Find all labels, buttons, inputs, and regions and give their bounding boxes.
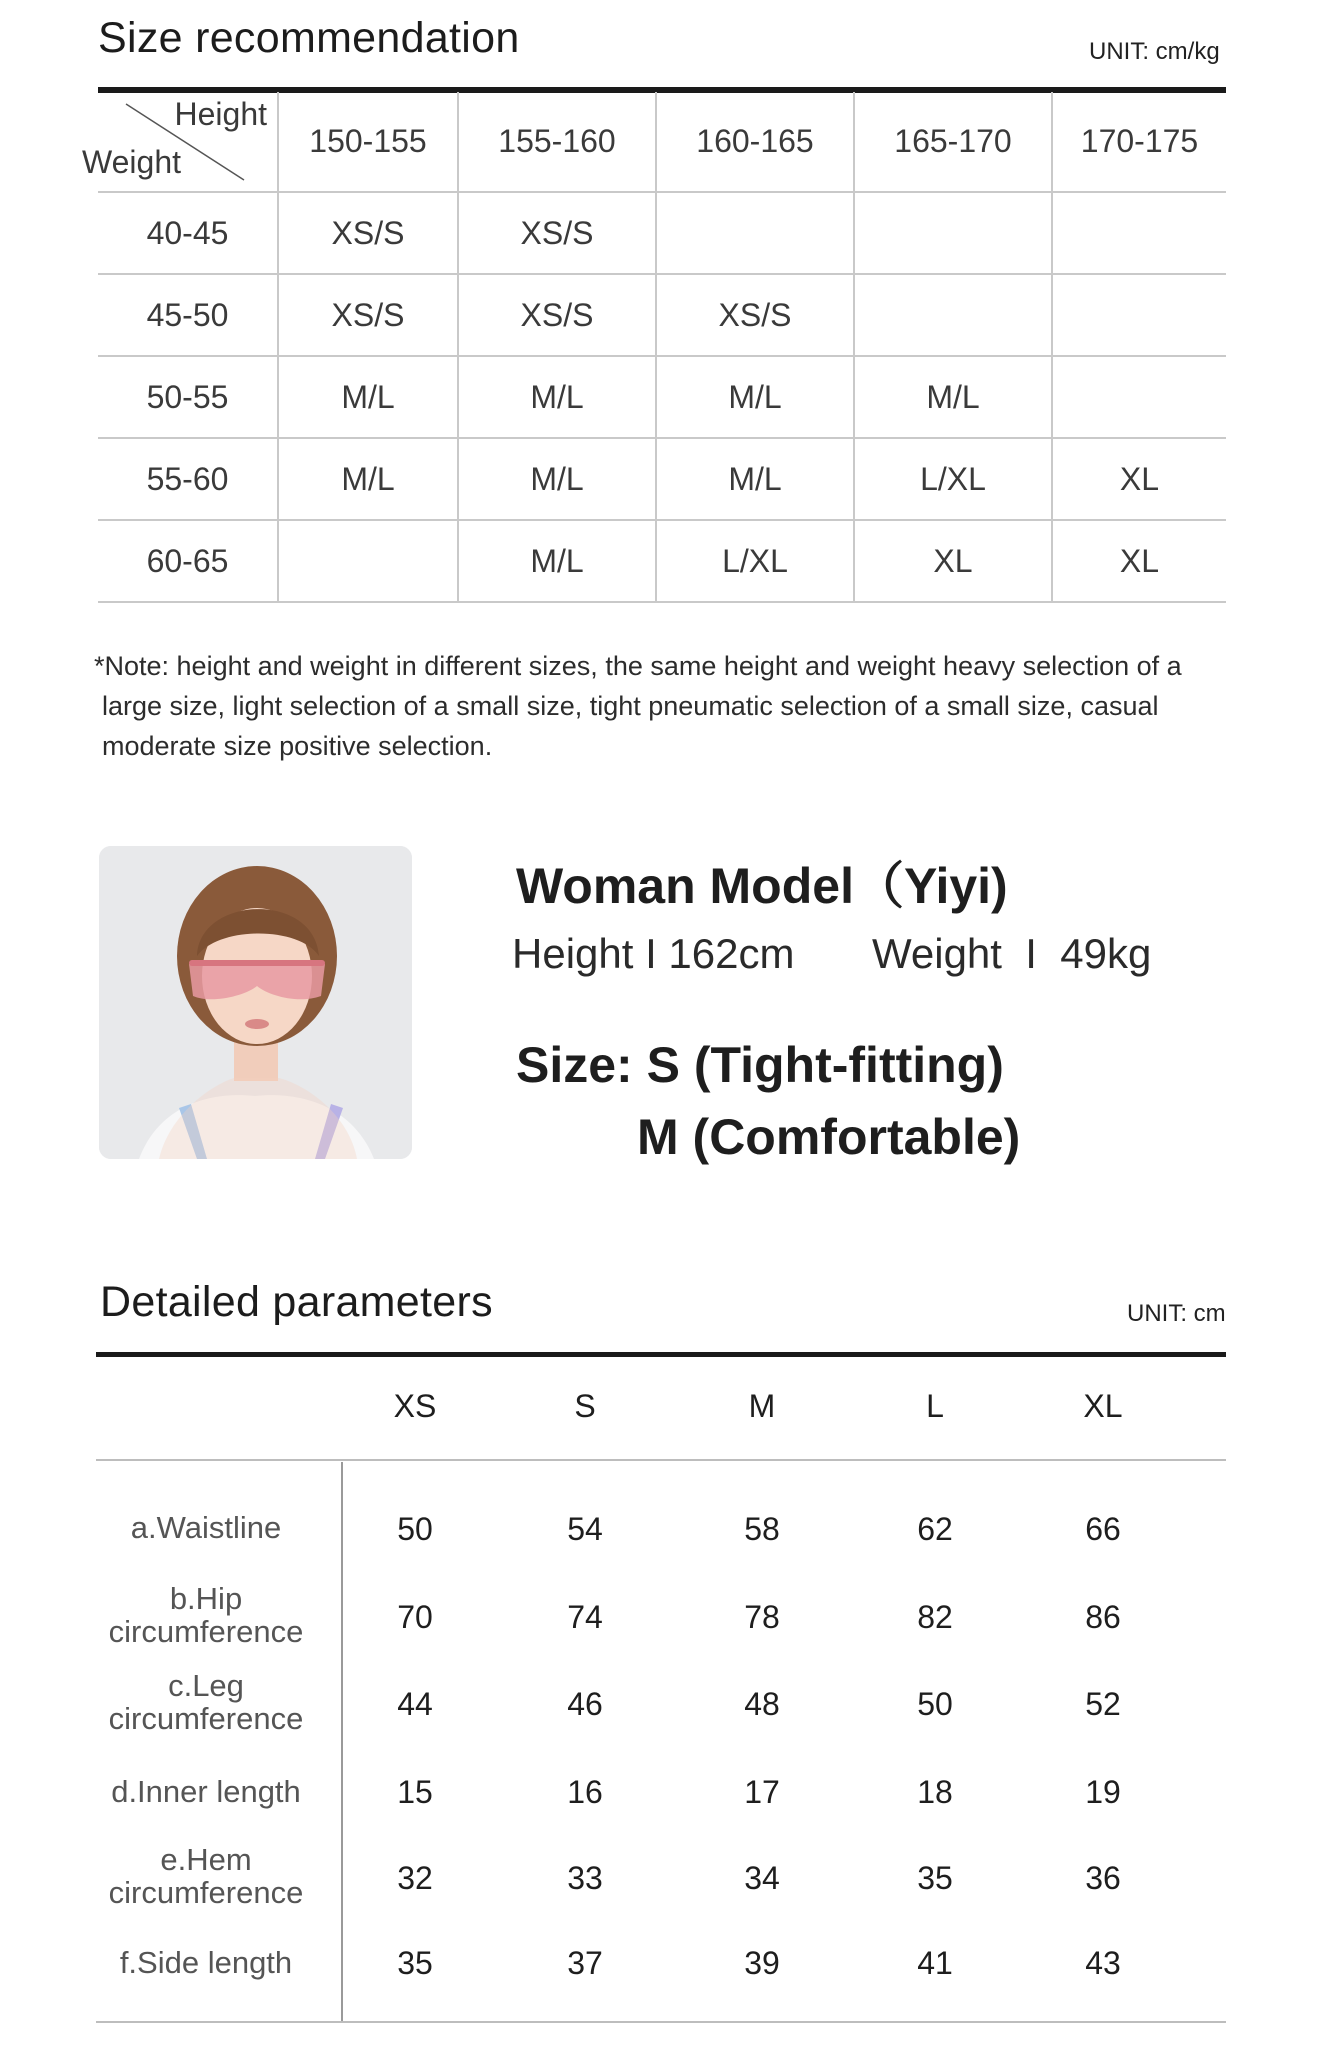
size-cell: [1052, 356, 1226, 438]
parameters-column-divider: [341, 1462, 343, 2022]
parameters-header-rule: [96, 1459, 1226, 1461]
weight-label: 50-55: [98, 356, 278, 438]
param-value: 35: [397, 1945, 433, 1981]
param-value: 32: [397, 1860, 433, 1896]
label-line: circumference: [108, 1701, 304, 1736]
size-cell: XS/S: [458, 274, 656, 356]
param-value: 18: [917, 1774, 953, 1810]
size-recommendation-title: Size recommendation: [98, 14, 520, 62]
param-value: 50: [917, 1686, 953, 1722]
label-line: f.Side length: [119, 1945, 293, 1980]
param-value: 15: [397, 1774, 433, 1810]
param-value: 34: [744, 1860, 780, 1896]
param-value: 19: [1085, 1774, 1121, 1810]
model-photo: [99, 846, 412, 1159]
param-value: 44: [397, 1686, 433, 1722]
param-value: 41: [917, 1945, 953, 1981]
weight-label: 55-60: [98, 438, 278, 520]
param-value: 17: [744, 1774, 780, 1810]
param-value: 50: [397, 1511, 433, 1547]
note-line: *Note: height and weight in different sizes, the same height and weight heavy selection of a: [94, 651, 1182, 681]
size-cell: [854, 192, 1052, 274]
model-name: Woman Model（Yiyi): [516, 858, 1008, 914]
size-cell: [1052, 192, 1226, 274]
weight-label: 60-65: [98, 520, 278, 602]
label-line: e.Hem: [160, 1842, 252, 1877]
param-value: 54: [567, 1511, 603, 1547]
model-height: Height I 162cm: [512, 930, 795, 977]
param-value: 16: [567, 1774, 603, 1810]
size-cell: M/L: [278, 356, 458, 438]
size-cell: XL: [1052, 520, 1226, 602]
param-value: 74: [567, 1599, 603, 1635]
row-label-side-length: [96, 1946, 316, 1979]
parameters-bottom-rule: [96, 2021, 1226, 2023]
param-value: 43: [1085, 1945, 1121, 1981]
label-line: a.Waistline: [130, 1510, 282, 1545]
size-cell: M/L: [656, 438, 854, 520]
size-cell: XS/S: [656, 274, 854, 356]
size-cell: [278, 520, 458, 602]
param-value: 62: [917, 1511, 953, 1547]
param-value: 46: [567, 1686, 603, 1722]
height-header: 160-165: [656, 92, 854, 192]
corner-height-label: Height: [174, 96, 267, 132]
size-cell: [656, 192, 854, 274]
recommendation-unit: UNIT: cm/kg: [1089, 38, 1220, 65]
model-size-tight: Size: S (Tight-fitting): [516, 1037, 1004, 1093]
row-label-waistline: [96, 1511, 316, 1544]
parameters-top-rule: [96, 1352, 1226, 1357]
table-row: [98, 192, 1226, 274]
size-cell: [854, 274, 1052, 356]
size-cell: XS/S: [278, 192, 458, 274]
size-header: M: [748, 1388, 776, 1424]
param-value: 78: [744, 1599, 780, 1635]
param-value: 37: [567, 1945, 603, 1981]
corner-weight-label: Weight: [82, 144, 182, 180]
size-header: S: [574, 1388, 596, 1424]
row-label-hem-circumference: [96, 1843, 316, 1909]
size-cell: XL: [1052, 438, 1226, 520]
size-cell: XL: [854, 520, 1052, 602]
param-value: 58: [744, 1511, 780, 1547]
weight-label: 40-45: [98, 192, 278, 274]
table-row: [98, 356, 1226, 438]
model-portrait-image: [99, 846, 412, 1159]
size-cell: L/XL: [854, 438, 1052, 520]
note-line: moderate size positive selection.: [102, 731, 493, 761]
param-value: 48: [744, 1686, 780, 1722]
parameters-unit: UNIT: cm: [1127, 1300, 1226, 1327]
table-row: [98, 438, 1226, 520]
size-cell: M/L: [458, 520, 656, 602]
param-value: 52: [1085, 1686, 1121, 1722]
size-cell: L/XL: [656, 520, 854, 602]
row-label-inner-length: [96, 1775, 316, 1808]
note-line: large size, light selection of a small size, tight pneumatic selection of a small size, casual: [102, 691, 1159, 721]
param-value: 66: [1085, 1511, 1121, 1547]
param-value: 70: [397, 1599, 433, 1635]
size-header: XS: [393, 1388, 437, 1424]
height-header: 155-160: [458, 92, 656, 192]
row-label-leg-circumference: [96, 1669, 316, 1735]
size-cell: XS/S: [278, 274, 458, 356]
model-size-comfortable: M (Comfortable): [637, 1109, 1021, 1165]
param-value: 36: [1085, 1860, 1121, 1896]
size-cell: M/L: [656, 356, 854, 438]
param-value: 86: [1085, 1599, 1121, 1635]
height-header: 170-175: [1052, 92, 1226, 192]
height-header: 165-170: [854, 92, 1052, 192]
param-value: 35: [917, 1860, 953, 1896]
size-cell: M/L: [278, 438, 458, 520]
size-header: XL: [1083, 1388, 1123, 1424]
size-recommendation-table: [82, 92, 1226, 603]
table-row: [98, 520, 1226, 602]
weight-label: 45-50: [98, 274, 278, 356]
size-cell: M/L: [854, 356, 1052, 438]
size-note: [94, 646, 1214, 766]
size-cell: M/L: [458, 356, 656, 438]
table-header-row: [98, 92, 1226, 192]
detailed-parameters-title: Detailed parameters: [100, 1278, 493, 1326]
row-label-hip-circumference: [96, 1582, 316, 1648]
label-line: c.Leg: [168, 1668, 244, 1703]
label-line: d.Inner length: [111, 1774, 301, 1809]
table-corner-cell: [82, 92, 278, 192]
height-header: 150-155: [278, 92, 458, 192]
size-cell: M/L: [458, 438, 656, 520]
size-cell: XS/S: [458, 192, 656, 274]
label-line: circumference: [108, 1875, 304, 1910]
size-header: L: [926, 1388, 944, 1424]
param-value: 82: [917, 1599, 953, 1635]
label-line: b.Hip: [169, 1581, 243, 1616]
size-cell: [1052, 274, 1226, 356]
label-line: circumference: [108, 1614, 304, 1649]
table-row: [98, 274, 1226, 356]
param-value: 39: [744, 1945, 780, 1981]
param-value: 33: [567, 1860, 603, 1896]
model-weight: Weight I 49kg: [872, 930, 1152, 977]
